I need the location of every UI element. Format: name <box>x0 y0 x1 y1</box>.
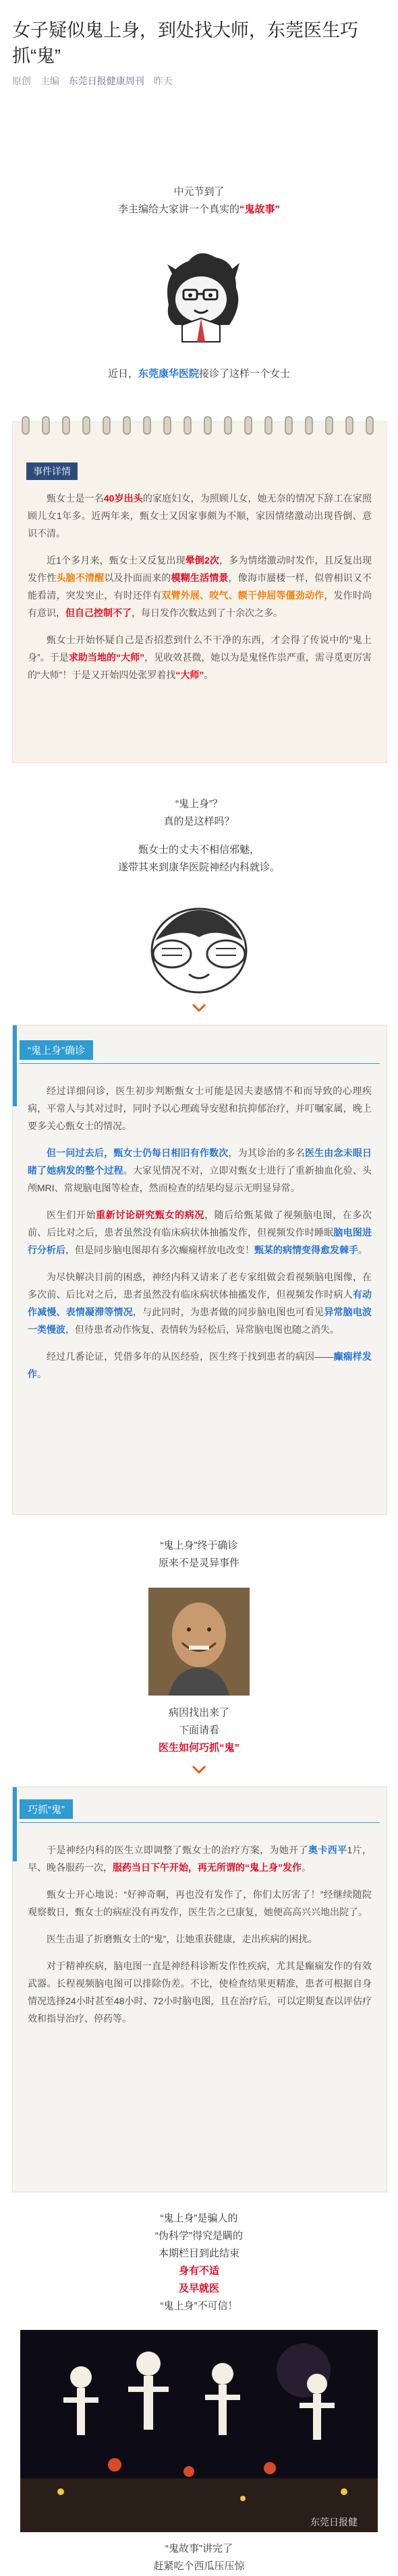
hospital-name: 东莞康华医院 <box>138 368 199 380</box>
mid1-line-2: 真的是这样吗？ <box>163 816 235 827</box>
watermark-text: 东莞日报健 <box>310 2517 358 2528</box>
intro-block <box>0 183 398 218</box>
intro-hospital-line <box>0 365 398 383</box>
meta-original: 原创 <box>12 76 31 86</box>
mid1-line-4: 遂带其来到康华医院神经内科就诊。 <box>117 862 280 873</box>
article-title: 女子疑似鬼上身，到处找大师，东莞医生巧抓“鬼” <box>12 20 358 66</box>
diagnosis-section <box>12 1025 387 1515</box>
treatment-paragraph-3: 医生击退了折磨甄女士的“鬼”，让她重获健康，走出疾病的困扰。 <box>47 1934 318 1944</box>
outro-text <box>0 2210 398 2315</box>
treatment-tag: 巧抓“鬼” <box>20 1799 73 1819</box>
mid-text-2 <box>0 1537 398 1572</box>
outro-line-5: 及早就医 <box>178 2283 219 2294</box>
treatment-paragraph-4: 对于精神疾病，脑电图一直是神经科诊断发作性疾病，尤其是癫痫发作的有效武器。长程视频脑电图可以排除伪差。不比，使检查结果更精准，患者可根据自身情况选择24小时甚至48小时、72小时脑电图，且在治疗后，可以定期复查以评估疗效和指导治疗、停药等。 <box>28 1960 372 2024</box>
covering-eyes-emoji <box>135 900 263 994</box>
outro-line-1: “鬼上身”是骗人的 <box>160 2213 238 2224</box>
intro-line-2 <box>0 201 398 218</box>
mid2-line-5: 医生如何巧抓“鬼” <box>158 1742 239 1754</box>
mid2-line-4: 下面请看 <box>178 1725 219 1736</box>
account-link[interactable]: 东莞日报健康周刊 <box>68 76 144 86</box>
binder-rings-icon <box>13 414 387 437</box>
mid1-line-3: 甄女士的丈夫不相信邪魅， <box>138 844 260 856</box>
outro-line-2: “伪科学”得究是瞒的 <box>155 2230 243 2242</box>
outro-line-8: 赶紧吃个西瓜压压惊 <box>153 2560 245 2572</box>
chevron-down-icon <box>192 1003 206 1013</box>
diagnosis-paragraph-2: 但一问过去后，甄女士仍每日相旧有作数次，为其诊治的多名医生由念未眼日睹了她病发的整个过程。大家见情况不对，立即对甄女士进行了重新抽血化验、头颅MRI、常规脑电图等检查，然而检查的结果均显示无明显异常。 <box>28 1147 372 1193</box>
outro-line-7: “鬼故事”讲完了 <box>165 2543 233 2554</box>
intro-ghost-story: “鬼故事” <box>239 204 281 215</box>
meta-author: 主编 <box>40 76 59 86</box>
doctor-emoji-image <box>135 224 263 352</box>
mid2-line-1: “鬼上身”终于确诊 <box>160 1540 238 1551</box>
mid-text-1 <box>0 796 398 876</box>
article-meta <box>0 73 398 89</box>
treatment-divider <box>20 1822 380 1823</box>
case-paragraph-3: 甄女士开始怀疑自己是否招惹到什么不干净的东西，才会得了传说中的“鬼上身”。于是求助当地的“大师”，见收效甚微，她以为是鬼怪作祟严重，需寻觅更厉害的“大师”！于是又开始四处张罗着找“大师”。 <box>28 634 372 680</box>
case-details-card <box>12 421 387 763</box>
outro-text-2 <box>0 2540 398 2575</box>
diagnosis-tag: “鬼上身”确诊 <box>20 1040 93 1060</box>
meta-time: 昨天 <box>153 76 173 86</box>
diagnosis-paragraph-5: 经过几番论证，凭借多年的从医经验，医生终于找到患者的病因——癫痫样发作。 <box>28 1351 372 1379</box>
treatment-paragraph-1: 于是神经内科的医生立即调整了甄女士的治疗方案，为她开了奥卡西平1片，早、晚各服药一次，服药当日下午开始，再无所谓的“鬼上身”发作。 <box>28 1845 372 1873</box>
intro-line-1: 中元节到了 <box>173 186 225 198</box>
case-paragraph-1: 甄女士是一名40岁出头的家庭妇女，为照顾儿女，她无奈的情况下辞工在家照顾儿女1年多。近两年来，甄女士又因家事颇为不顺，家因情绪激动出现昏倒、意识不清。 <box>28 493 372 539</box>
diagnosis-divider <box>20 1063 380 1064</box>
intro-line-2-text: 李主编给大家讲一个真实的 <box>117 204 239 215</box>
treatment-section <box>12 1787 387 2192</box>
diagnosis-paragraph-4: 为尽快解决目前的困惑，神经内科又请来了老专家组做会看视频脑电图像，在多次前、后比对之后，患者虽然没有临床病状体抽搐发作，但视频发作时病人有动作减慢、表情凝滞等情况，与此同时，为患者做的同步脑电图也可看见异常脑电波一类慢波，但待患者动作恢复、表情转为轻松后，异常脑电图也随之消失。 <box>28 1271 372 1335</box>
mid-text-3 <box>0 1704 398 1757</box>
smiling-man-photo <box>148 1588 250 1696</box>
mid2-line-2: 原来不是灵异事件 <box>158 1557 239 1569</box>
outro-line-6: “鬼上身”不可信！ <box>160 2300 238 2312</box>
case-paragraph-2: 近1个多月来，甄女士又反复出现晕倒2次，多为情绪激动时发作，且反复出现发作性头脑不清醒以及扑面而来的模糊生活情景，像海市蜃楼一样，似曾相识又不能看清，突发突止，有时还伴有双臂外展、咬气、额干伸屈等僵劲动作，发作时尚有意识，但自己控制不了，每日发作次数达到了十余次之多。 <box>28 555 372 618</box>
diagnosis-paragraph-3: 医生们开始重新讨论研究甄女的病况，随后给甄某做了视频脑电图，在多次前、后比对之后，患者虽然没有临床病状体抽搐发作，但视频发作时睡眠脑电图进行分析后，但是同步脑电图却有多次癫痫样放电改变！甄某的病情变得愈发棘手。 <box>28 1209 372 1255</box>
outro-line-4: 身有不适 <box>178 2265 219 2277</box>
chevron-down-icon <box>192 1765 206 1774</box>
diagnosis-paragraph-1: 经过详细问诊，医生初步判断甄女士可能是因夫妻感情不和而导致的心理疾病，平常人与其对过时，同时予以心理疏导安慰和抗抑郁治疗，并叮嘱家属，晚上要多关心甄女士的情况。 <box>28 1085 372 1131</box>
intro-line-3-prefix: 近日， <box>107 368 138 380</box>
outro-line-3: 本期栏目到此结束 <box>158 2248 239 2259</box>
intro-line-3-suffix: 接诊了这样一个女士 <box>199 368 291 380</box>
mid1-line-1: “鬼上身”？ <box>175 798 223 810</box>
skeleton-parade-photo <box>20 2330 378 2532</box>
case-badge: 事件详情 <box>26 462 78 480</box>
treatment-paragraph-2: 甄女士开心地说：“好神奇啊，再也没有发作了，你们太厉害了！”经继续随院观察数日，甄女士的病症没有再发作，医生告之已康复，她便高高兴兴地出院了。 <box>28 1889 372 1917</box>
mid2-line-3: 病因找出来了 <box>168 1707 229 1718</box>
